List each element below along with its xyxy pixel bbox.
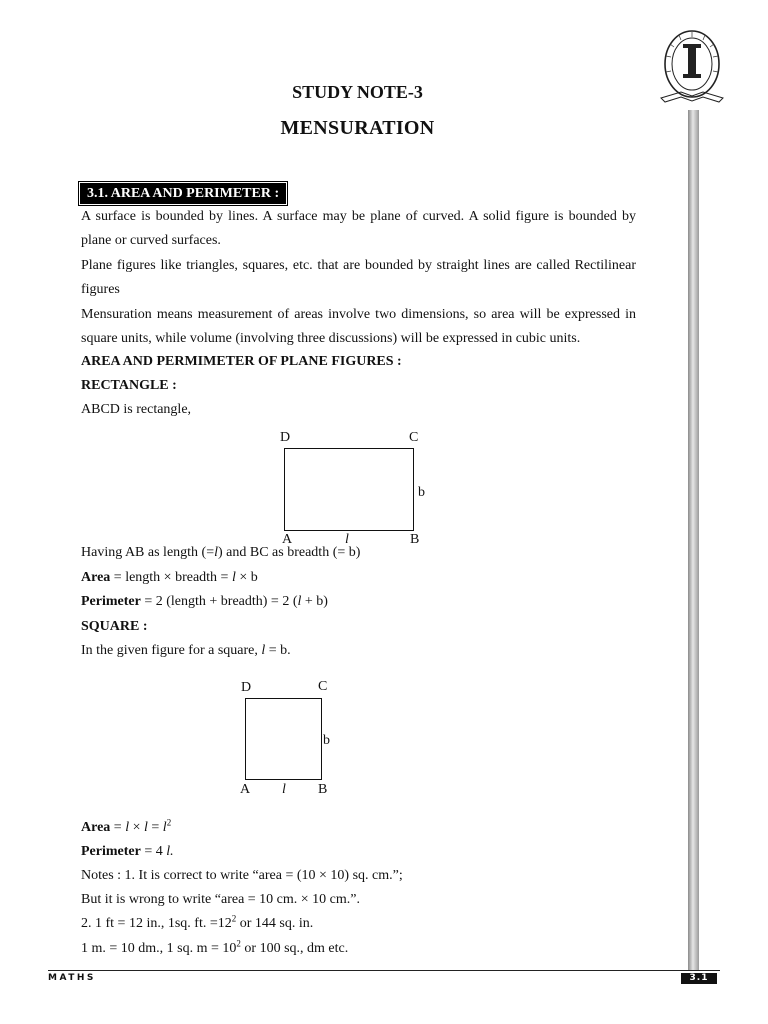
rect-vertex-a: A — [282, 532, 293, 547]
square-vertex-c: C — [318, 679, 328, 694]
page-edge-bar — [688, 110, 699, 970]
paragraph-mensuration: Mensuration means measurement of areas involve two dimensions, so area will be expressed in square units, while volume (involving three discussions) will be expressed in cubic units. — [81, 307, 636, 346]
paragraph-surface: A surface is bounded by lines. A surface may be plane of curved. A solid figure is bounded by plane or curved surfaces. — [81, 209, 636, 248]
square-area-formula: Area = $l \times l = l^2$ — [81, 817, 172, 835]
chapter-title: MENSURATION — [280, 117, 435, 139]
rect-vertex-b: B — [410, 532, 420, 547]
page-number: 3.1 — [681, 973, 717, 984]
square-vertex-d: D — [241, 680, 252, 695]
rectangle-intro: ABCD is rectangle, — [81, 402, 192, 417]
section-heading: 3.1. AREA AND PERIMETER : — [80, 183, 286, 204]
square-heading: SQUARE : — [81, 619, 148, 634]
square-figure — [245, 698, 322, 780]
rect-side-l: l — [345, 532, 349, 547]
rect-vertex-d: D — [280, 430, 291, 445]
square-vertex-b: B — [318, 782, 328, 797]
rectangle-perimeter-formula: Perimeter = 2 (length + breadth) = 2 (l + b) — [81, 594, 328, 609]
square-intro: In the given figure for a square, l = b. — [81, 643, 291, 658]
square-perimeter-formula: Perimeter = 4 l. — [81, 844, 174, 859]
note-line-1: Notes : 1. It is correct to write “area = (10 × 10) sq. cm.”; — [81, 868, 403, 883]
subheading-plane-figures: AREA AND PERMIMETER OF PLANE FIGURES : — [81, 354, 402, 369]
study-note-label: STUDY NOTE-3 — [292, 82, 423, 102]
rect-side-b: b — [418, 485, 425, 500]
footer-rule — [48, 970, 720, 971]
rectangle-figure — [284, 448, 414, 531]
square-side-l: l — [282, 782, 286, 797]
rect-vertex-c: C — [409, 430, 419, 445]
footer-subject: MATHS — [48, 973, 96, 983]
note-line-4: 1 m. = 10 dm., 1 sq. $m = 10^2$ or 100 sq., dm etc. — [81, 938, 349, 956]
note-line-3: 2. 1 ft = 12 in., 1sq. ft. $=12^2$ or 144 sq. in. — [81, 913, 314, 931]
rectangle-length-breadth: Having AB as length (=l) and BC as breadth (= b) — [81, 545, 361, 560]
square-vertex-a: A — [240, 782, 251, 797]
rectangle-heading: RECTANGLE : — [81, 378, 177, 393]
rectangle-area-formula: Area = length × breadth = l × b — [81, 570, 258, 585]
paragraph-rectilinear: Plane figures like triangles, squares, etc. that are bounded by straight lines are called Rectilinear figures — [81, 258, 636, 297]
square-side-b: b — [323, 733, 330, 748]
note-line-2: But it is wrong to write “area = 10 cm. × 10 cm.”. — [81, 892, 361, 907]
